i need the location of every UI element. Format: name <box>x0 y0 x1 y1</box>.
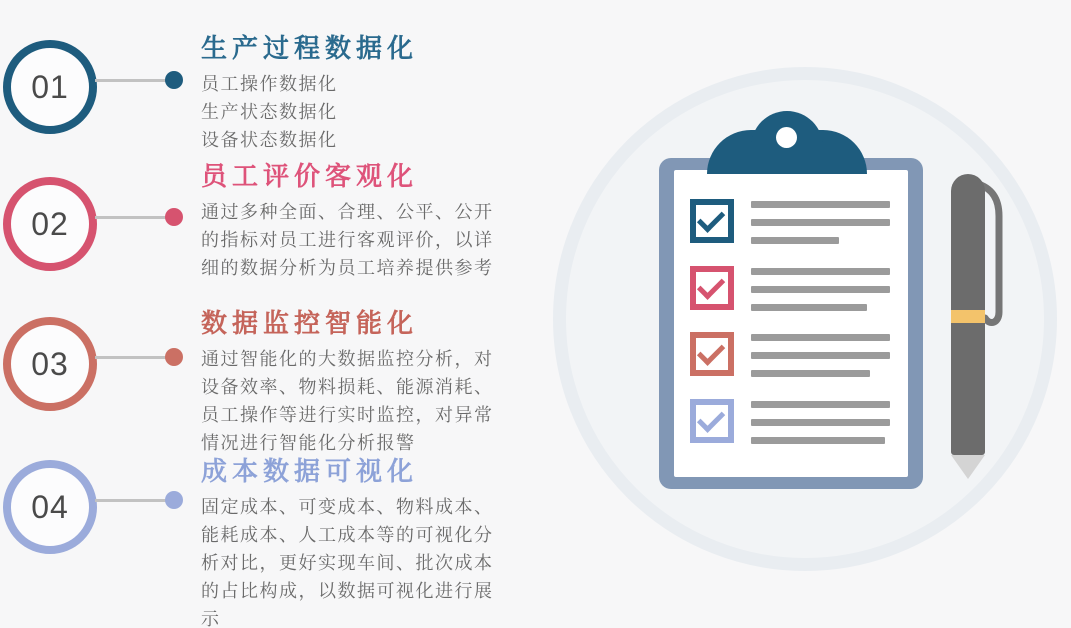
step-02-title: 员工评价客观化 <box>201 162 419 191</box>
step-04-connector-line <box>95 499 167 502</box>
step-01-content <box>201 35 531 154</box>
step-02-number-circle <box>3 177 97 271</box>
step-03-line-2: 设备效率、物料损耗、能源消耗、 <box>201 377 494 398</box>
step-03-connector-line <box>95 356 167 359</box>
step-02-line-3: 细的数据分析为员工培养提供参考 <box>201 258 494 279</box>
checkmark-icon <box>696 404 724 432</box>
step-02-bullet-dot <box>165 208 183 226</box>
checklist-row-2 <box>690 266 900 316</box>
step-01-line-1: 员工操作数据化 <box>201 74 338 95</box>
step-04-line-5: 示 <box>201 609 221 628</box>
step-04-line-2: 能耗成本、人工成本等的可视化分 <box>201 525 494 546</box>
step-01-number-circle <box>3 40 97 134</box>
step-02-line-2: 的指标对员工进行客观评价，以详 <box>201 230 494 251</box>
step-01-line-2: 生产状态数据化 <box>201 102 338 123</box>
step-01-title: 生产过程数据化 <box>201 34 419 63</box>
placeholder-text-lines <box>751 401 890 455</box>
step-04-title: 成本数据可视化 <box>201 457 419 486</box>
step-04-description <box>201 493 531 628</box>
checklist-row-4 <box>690 399 900 449</box>
step-01-line-3: 设备状态数据化 <box>201 130 338 151</box>
step-04-number: 04 <box>31 488 69 525</box>
pen-icon <box>948 174 1012 484</box>
checkbox-checked-icon <box>690 332 734 376</box>
pen-tip <box>951 455 985 479</box>
step-02-line-1: 通过多种全面、合理、公平、公开 <box>201 202 494 223</box>
step-03-bullet-dot <box>165 348 183 366</box>
step-03-content <box>201 310 531 457</box>
step-04-number-circle <box>3 460 97 554</box>
step-03-line-3: 员工操作等进行实时监控，对异常 <box>201 405 494 426</box>
step-01-number: 01 <box>31 68 69 105</box>
placeholder-text-lines <box>751 334 890 388</box>
step-03-number: 03 <box>31 345 69 382</box>
step-03-line-4: 情况进行智能化分析报警 <box>201 433 416 454</box>
checkmark-icon <box>696 271 724 299</box>
step-03-title: 数据监控智能化 <box>201 309 419 338</box>
step-03-number-circle <box>3 317 97 411</box>
step-03-line-1: 通过智能化的大数据监控分析，对 <box>201 349 494 370</box>
step-01-bullet-dot <box>165 71 183 89</box>
step-02-description <box>201 198 531 282</box>
step-01-description <box>201 70 531 154</box>
checkbox-checked-icon <box>690 399 734 443</box>
checkmark-icon <box>696 204 724 232</box>
step-04-line-3: 析对比，更好实现车间、批次成本 <box>201 553 494 574</box>
checkbox-checked-icon <box>690 266 734 310</box>
checklist-row-3 <box>690 332 900 382</box>
pen-gold-band <box>951 310 985 323</box>
checkbox-checked-icon <box>690 199 734 243</box>
clipboard-clip-hole <box>776 127 797 148</box>
checklist-row-1 <box>690 199 900 249</box>
checkmark-icon <box>696 337 724 365</box>
placeholder-text-lines <box>751 201 890 255</box>
step-02-content <box>201 163 531 282</box>
step-02-connector-line <box>95 216 167 219</box>
step-04-line-4: 的占比构成，以数据可视化进行展 <box>201 581 494 602</box>
step-04-content <box>201 458 531 628</box>
step-01-connector-line <box>95 79 167 82</box>
step-02-number: 02 <box>31 205 69 242</box>
step-04-bullet-dot <box>165 491 183 509</box>
step-04-line-1: 固定成本、可变成本、物料成本、 <box>201 497 494 518</box>
placeholder-text-lines <box>751 268 890 322</box>
step-03-description <box>201 345 531 457</box>
